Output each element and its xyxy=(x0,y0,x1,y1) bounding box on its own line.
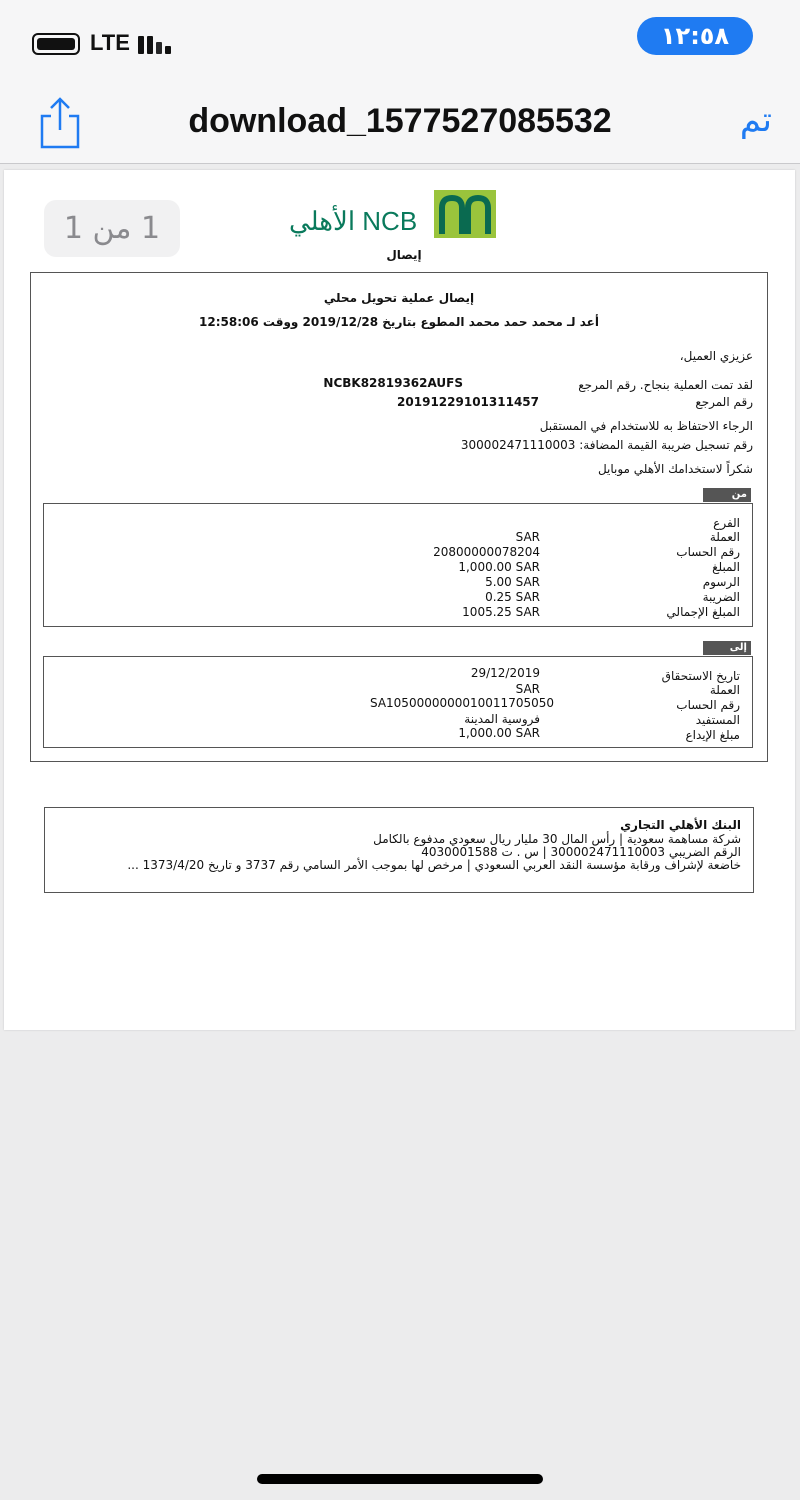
to-label: رقم الحساب xyxy=(676,698,740,712)
to-value: 1,000.00 SAR xyxy=(458,726,540,740)
prepared-for: أعد لـ محمد حمد محمد المطوع بتاريخ 2019/12/28 ووقت 12:58:06 xyxy=(199,315,599,329)
to-label: المستفيد xyxy=(695,713,740,727)
from-label: العملة xyxy=(709,530,740,544)
to-label: العملة xyxy=(709,683,740,697)
receipt-title: إيصال عملية تحويل محلي xyxy=(323,291,475,305)
document-title: download_1577527085532 xyxy=(188,102,612,140)
from-label: المبلغ الإجمالي xyxy=(666,605,740,619)
document-page[interactable] xyxy=(4,170,795,1030)
from-value: SAR xyxy=(515,530,540,544)
bank-footer xyxy=(44,807,754,893)
page-counter: 1 من 1 xyxy=(44,200,180,257)
ncb-logo-icon xyxy=(434,190,496,238)
from-section xyxy=(43,503,753,627)
from-value: 5.00 SAR xyxy=(485,575,540,589)
home-indicator[interactable] xyxy=(257,1474,543,1484)
greeting: عزيزي العميل، xyxy=(679,349,753,363)
to-label: تاريخ الاستحقاق xyxy=(661,669,740,683)
reference-code: NCBK82819362AUFS xyxy=(323,376,463,390)
footer-line: خاضعة لإشراف ورقابة مؤسسة النقد العربي السعودي | مرخص لها بموجب الأمر السامي رقم 3737 و تاريخ 1373/4/20 ... xyxy=(127,858,741,872)
share-icon xyxy=(36,94,84,150)
from-label: المبلغ xyxy=(712,560,740,574)
to-section-tab: إلى xyxy=(703,641,751,655)
from-label: الضريبة xyxy=(702,590,740,604)
to-section xyxy=(43,656,753,748)
keep-note: الرجاء الاحتفاظ به للاستخدام في المستقبل xyxy=(539,419,753,433)
status-time: ١٢:٥٨ xyxy=(637,17,753,55)
to-label: مبلغ الإيداع xyxy=(685,728,740,742)
reference-label: رقم المرجع xyxy=(695,395,753,409)
reference-number: 20191229101311457 xyxy=(397,395,539,409)
logo-text: الأهلي NCB xyxy=(289,206,418,236)
to-value: SA1050000000010011705050 xyxy=(369,696,554,710)
network-type: LTE xyxy=(90,30,130,55)
done-button[interactable]: تم xyxy=(739,100,772,140)
to-value: 29/12/2019 xyxy=(470,666,540,680)
bank-logo xyxy=(289,190,499,242)
to-value: SAR xyxy=(515,682,540,696)
status-bar xyxy=(0,0,800,88)
receipt-box xyxy=(30,272,768,762)
vat-line: رقم تسجيل ضريبة القيمة المضافة: 300002471110003 xyxy=(460,438,753,452)
from-value: 0.25 SAR xyxy=(485,590,540,604)
signal-strength-icon xyxy=(138,34,178,54)
footer-line: شركة مساهمة سعودية | رأس المال 30 مليار ريال سعودي مدفوع بالكامل xyxy=(373,832,741,846)
footer-bank-name: البنك الأهلي التجاري xyxy=(620,818,741,832)
from-label: الرسوم xyxy=(702,575,740,589)
from-label: رقم الحساب xyxy=(676,545,740,559)
from-value: 1,000.00 SAR xyxy=(458,560,540,574)
from-value: 20800000078204 xyxy=(433,545,540,559)
from-value: 1005.25 SAR xyxy=(462,605,540,619)
to-value: فروسية المدينة xyxy=(464,712,540,726)
receipt-label: إيصال xyxy=(386,248,422,262)
footer-line: الرقم الضريبي 300002471110003 | س . ت 4030001588 xyxy=(421,845,741,859)
battery-icon xyxy=(32,33,80,55)
from-section-tab: من xyxy=(703,488,751,502)
success-line: لقد تمت العملية بنجاح. رقم المرجع xyxy=(578,378,753,392)
navigation-bar xyxy=(0,88,800,164)
thanks-line: شكراً لاستخدامك الأهلي موبايل xyxy=(597,462,753,476)
from-label: الفرع xyxy=(713,516,740,530)
share-button[interactable] xyxy=(36,94,84,150)
